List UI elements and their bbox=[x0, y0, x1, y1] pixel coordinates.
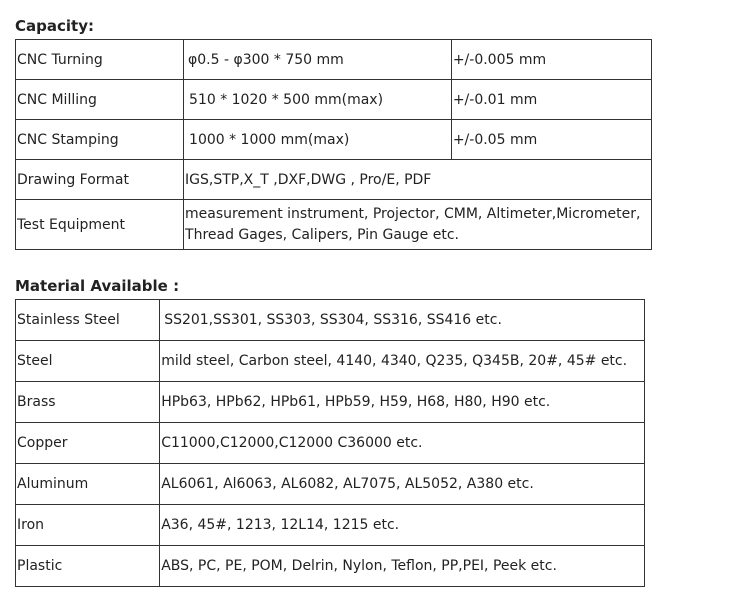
material-grades: A36, 45#, 1213, 12L14, 1215 etc. bbox=[160, 505, 645, 546]
material-name: Stainless Steel bbox=[16, 300, 160, 341]
material-grades: AL6061, Al6063, AL6082, AL7075, AL5052, A380 etc. bbox=[160, 464, 645, 505]
process-tolerance: +/-0.005 mm bbox=[451, 40, 651, 80]
drawing-format-label: Drawing Format bbox=[16, 160, 184, 200]
material-name: Iron bbox=[16, 505, 160, 546]
material-name: Brass bbox=[16, 382, 160, 423]
table-row bbox=[16, 40, 652, 80]
materials-table bbox=[15, 299, 645, 587]
process-name: CNC Stamping bbox=[16, 120, 184, 160]
material-name: Steel bbox=[16, 341, 160, 382]
process-spec: 510 * 1020 * 500 mm(max) bbox=[184, 80, 452, 120]
process-tolerance: +/-0.01 mm bbox=[451, 80, 651, 120]
table-row bbox=[16, 423, 645, 464]
table-row bbox=[16, 546, 645, 587]
capacity-heading: Capacity: bbox=[15, 17, 94, 35]
table-row bbox=[16, 341, 645, 382]
capacity-table bbox=[15, 39, 652, 250]
table-row bbox=[16, 160, 652, 200]
test-equipment-value: measurement instrument, Projector, CMM, Altimeter,Micrometer, Thread Gages, Calipers, Pin Gauge etc. bbox=[184, 200, 652, 250]
materials-heading: Material Available : bbox=[15, 277, 180, 295]
material-name: Aluminum bbox=[16, 464, 160, 505]
table-row bbox=[16, 200, 652, 250]
process-spec: φ0.5 - φ300 * 750 mm bbox=[184, 40, 452, 80]
table-row bbox=[16, 300, 645, 341]
drawing-format-value: IGS,STP,X_T ,DXF,DWG , Pro/E, PDF bbox=[184, 160, 652, 200]
table-row bbox=[16, 464, 645, 505]
material-grades: mild steel, Carbon steel, 4140, 4340, Q235, Q345B, 20#, 45# etc. bbox=[160, 341, 645, 382]
material-grades: HPb63, HPb62, HPb61, HPb59, H59, H68, H80, H90 etc. bbox=[160, 382, 645, 423]
table-row bbox=[16, 80, 652, 120]
process-spec: 1000 * 1000 mm(max) bbox=[184, 120, 452, 160]
process-name: CNC Turning bbox=[16, 40, 184, 80]
table-row bbox=[16, 120, 652, 160]
test-equipment-label: Test Equipment bbox=[16, 200, 184, 250]
table-row bbox=[16, 382, 645, 423]
material-grades: C11000,C12000,C12000 C36000 etc. bbox=[160, 423, 645, 464]
material-name: Copper bbox=[16, 423, 160, 464]
material-grades: SS201,SS301, SS303, SS304, SS316, SS416 etc. bbox=[160, 300, 645, 341]
process-tolerance: +/-0.05 mm bbox=[451, 120, 651, 160]
table-row bbox=[16, 505, 645, 546]
process-name: CNC Milling bbox=[16, 80, 184, 120]
material-grades: ABS, PC, PE, POM, Delrin, Nylon, Teflon, PP,PEI, Peek etc. bbox=[160, 546, 645, 587]
material-name: Plastic bbox=[16, 546, 160, 587]
